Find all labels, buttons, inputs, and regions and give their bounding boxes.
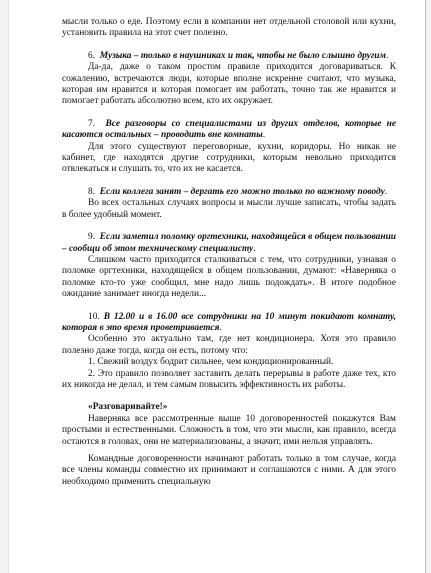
section-number: 9.: [88, 232, 96, 243]
document-page: [8, 0, 426, 573]
section-heading-8: 8. Если коллега занят – дергать его можно только по важному поводу.: [88, 186, 388, 197]
section-paragraph: Для этого существуют переговорные, кухни, коридоры. Но никак не кабинет, где находятся другие сотрудники, которым невольно приходится отвлекаться и слушать то, что их не касается.: [62, 141, 396, 175]
section-paragraph: Особенно это актуально там, где нет кондиционера. Хотя это правило полезно даже тогда, когда он есть, потому что:: [62, 334, 396, 356]
section-heading-text: Все разговоры со специалистами из других отделов, которые не касаются остальных – проводить вне комнаты: [62, 118, 396, 141]
closing-title: «Разговаривайте!»: [88, 402, 168, 413]
section-heading-text: Если коллега занят – дергать его можно только по важному поводу: [99, 186, 385, 197]
intro-paragraph: мысли только о еде. Поэтому если в компании нет отдельной столовой или кухни, установить правила на этот счет полезно.: [62, 17, 396, 39]
list-item: 1. Свежий воздух бодрит сильнее, чем кондиционированный.: [88, 357, 334, 368]
section-number: 6.: [88, 50, 96, 61]
section-heading-text: В 12.00 и в 16.00 все сотрудники на 10 минут покидают комнату, которая в это время проветривается: [62, 311, 396, 333]
section-number: 10.: [88, 311, 100, 322]
closing-paragraph: Наверняка все рассмотренные выше 10 договоренностей покажутся Вам простыми и естественными. Сложность в том, что эти мысли, как правило, всегда остаются в головах, они не материализованы, а значит, ими нельзя управлять.: [62, 413, 396, 447]
document-body: [62, 17, 396, 488]
section-heading-9: 9. Если заметил поломку оргтехники, находящейся в общем пользовании – сообщи об этом техническому специалисту.: [62, 232, 396, 254]
closing-paragraph: Командные договоренности начинают работать только в том случае, когда все члены команды совместно их принимают и соглашаются с ними. А для этого необходимо применить специальную: [62, 454, 396, 487]
section-heading-6: 6. Музыка – только в наушниках и так, чтобы не было слышно другим.: [88, 50, 389, 61]
section-heading-text: Музыка – только в наушниках и так, чтобы не было слышно другим: [99, 50, 386, 61]
section-paragraph: Да-да, даже о таком простом правиле приходится договариваться. К сожалению, встречаются люди, которые вполне искренне считают, что музыка, которая им нравится и которая помогает им работать, точно так же нравится и помогает работать абсолютно всем, кто их окружает.: [62, 62, 396, 107]
list-item: 2. Это правило позволяет заставить делать перерывы в работе даже тех, кто их никогда не делал, и тем самым повысить эффективность их работы.: [62, 368, 396, 390]
section-paragraph: Во всех остальных случаях вопросы и мысли лучше записать, чтобы задать в более удобный момент.: [62, 198, 396, 220]
section-heading-text: Если заметил поломку оргтехники, находящейся в общем пользовании – сообщи об этом техническому специалисту: [62, 232, 396, 254]
section-number: 7.: [88, 118, 96, 129]
section-number: 8.: [88, 186, 96, 197]
section-paragraph: Слишком часто приходится сталкиваться с тем, что сотрудники, узнавая о поломке оргтехники, находящейся в общем пользовании, думают: «Наверняка о поломке кто-то уже сообщил, мне надо лишь подождать». В итоге подобное ожидание занимает иногда недели...: [62, 254, 396, 300]
section-heading-10: 10. В 12.00 и в 16.00 все сотрудники на 10 минут покидают комнату, которая в это время проветривается.: [62, 311, 396, 333]
section-heading-7: 7. Все разговоры со специалистами из других отделов, которые не касаются остальных – проводить вне комнаты.: [62, 118, 396, 141]
